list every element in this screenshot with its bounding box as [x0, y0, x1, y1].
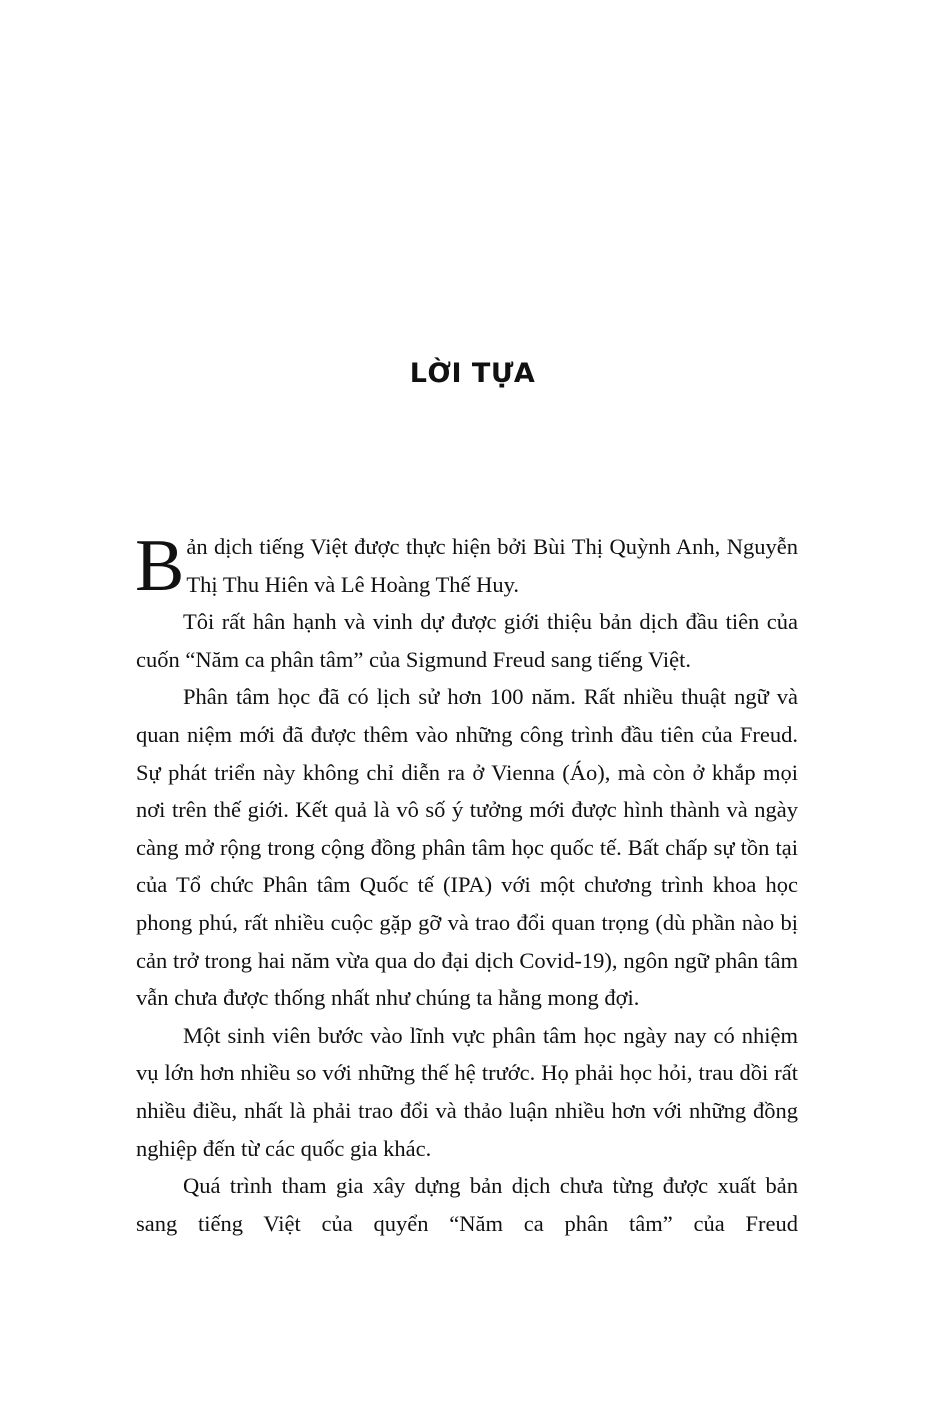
preface-body — [135, 525, 798, 1242]
paragraph: Một sinh viên bước vào lĩnh vực phân tâm học ngày nay có nhiệm vụ lớn hơn nhiều so với những thế hệ trước. Họ phải học hỏi, trau dồi rất nhiều điều, nhất là phải trao đổi và thảo luận nhiều hơn với những đồng nghiệp đến từ các quốc gia khác. — [136, 1022, 798, 1161]
paragraph: Tôi rất hân hạnh và vinh dự được giới thiệu bản dịch đầu tiên của cuốn “Năm ca phân tâm” của Sigmund Freud sang tiếng Việt. — [136, 609, 798, 672]
intro-text: ản dịch tiếng Việt được thực hiện bởi Bùi Thị Quỳnh Anh, Nguyễn Thị Thu Hiên và Lê Hoàng Thế Huy. — [186, 534, 798, 597]
intro-paragraph — [135, 525, 798, 607]
paragraph: Phân tâm học đã có lịch sử hơn 100 năm. Rất nhiều thuật ngữ và quan niệm mới đã được thêm vào những công trình đầu tiên của Freud. Sự phát triển này không chỉ diễn ra ở Vienna (Áo), mà còn ở khắp mọi nơi trên thế giới. Kết quả là vô số ý tưởng mới được hình thành và ngày càng mở rộng trong cộng đồng phân tâm học quốc tế. Bất chấp sự tồn tại của Tổ chức Phân tâm Quốc tế (IPA) với một chương trình khoa học phong phú, rất nhiều cuộc gặp gỡ và trao đổi quan trọng (dù phần nào bị cản trở trong hai năm vừa qua do đại dịch Covid-19), ngôn ngữ phân tâm vẫn chưa được thống nhất như chúng ta hằng mong đợi. — [136, 684, 798, 1011]
drop-cap: B — [135, 525, 185, 607]
paragraph: Quá trình tham gia xây dựng bản dịch chưa từng được xuất bản sang tiếng Việt của quyển “Năm ca phân tâm” của Freud — [136, 1173, 798, 1236]
page-title: LỜI TỰA — [409, 358, 536, 389]
